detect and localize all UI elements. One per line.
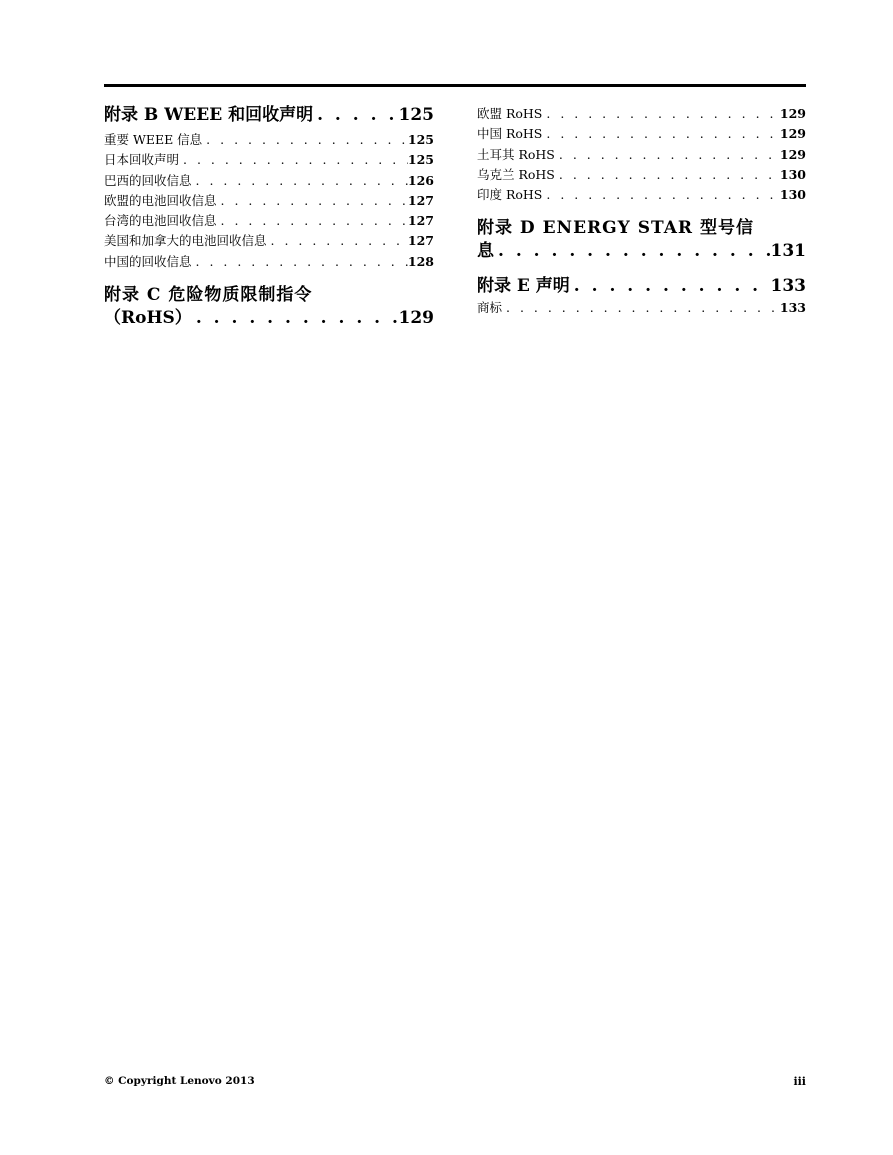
leader-dots [202, 130, 408, 150]
toc-appendix-e[interactable] [477, 275, 806, 298]
toc-entry-label: 土耳其 RoHS [477, 146, 555, 162]
toc-page-number: 129 [779, 106, 806, 121]
toc-entry-label: 欧盟 RoHS [477, 106, 543, 121]
leader-dots [217, 211, 408, 231]
toc-appendix-b[interactable] [104, 104, 434, 127]
toc-entry-label: 附录 C 危险物质限制指令 [104, 285, 313, 306]
toc-entry-label: 印度 RoHS [477, 187, 543, 203]
leader-dots [542, 124, 780, 144]
toc-page-number: 127 [407, 213, 434, 229]
toc-entry-label: 台湾的电池回收信息 [104, 213, 217, 229]
leader-dots [555, 145, 780, 165]
toc-page-number: 129 [779, 126, 806, 142]
toc-item[interactable] [104, 130, 434, 150]
toc-appendix-d[interactable] [477, 217, 806, 263]
leader-dots [555, 165, 780, 185]
toc-appendix-c[interactable] [104, 284, 434, 330]
toc-right-column [477, 104, 806, 319]
toc-item[interactable] [104, 211, 434, 231]
toc-item[interactable] [104, 171, 434, 191]
leader-dots [179, 150, 408, 170]
header-rule [104, 84, 806, 87]
toc-entry-label: 附录 B WEEE 和回收声明 [104, 105, 314, 125]
toc-page-number: 129 [398, 308, 434, 329]
toc-page-number: 127 [407, 192, 434, 208]
toc-item[interactable] [477, 165, 806, 185]
toc-page-number: 130 [779, 166, 806, 182]
toc-page-number: 127 [407, 233, 434, 249]
toc-entry-label: 乌克兰 RoHS [477, 166, 555, 182]
leader-dots [542, 104, 780, 124]
toc-page-number: 130 [779, 187, 806, 203]
toc-item[interactable] [477, 298, 806, 318]
leader-dots [267, 231, 408, 251]
toc-page-number: 133 [770, 276, 806, 297]
leader-dots [192, 252, 408, 272]
toc-left-column [104, 104, 434, 330]
toc-item[interactable] [477, 104, 806, 124]
toc-item[interactable] [104, 150, 434, 170]
toc-item[interactable] [477, 124, 806, 144]
leader-dots [494, 240, 771, 263]
toc-page-number: 125 [407, 152, 434, 168]
toc-page-number: 126 [407, 172, 434, 188]
toc-item[interactable] [104, 252, 434, 272]
toc-item[interactable] [104, 231, 434, 251]
leader-dots [502, 298, 780, 318]
leader-dots [192, 171, 408, 191]
toc-entry-label: 巴西的回收信息 [104, 172, 192, 188]
toc-page-number: 129 [779, 146, 806, 162]
toc-entry-label: 附录 D ENERGY STAR 型号信 [477, 218, 754, 239]
toc-item[interactable] [477, 145, 806, 165]
leader-dots [313, 104, 398, 127]
toc-page-number: 125 [407, 132, 434, 147]
copyright-notice: © Copyright Lenovo 2013 [104, 1075, 255, 1087]
toc-entry-label-continued: （RoHS） [104, 308, 192, 329]
leader-dots [192, 307, 399, 330]
toc-item[interactable] [477, 185, 806, 205]
toc-page-number: 133 [779, 300, 806, 316]
toc-entry-label: 欧盟的电池回收信息 [104, 192, 217, 208]
toc-entry-label: 附录 E 声明 [477, 276, 570, 297]
toc-page-number: 128 [407, 253, 434, 269]
toc-entry-label: 商标 [477, 300, 503, 316]
toc-item[interactable] [104, 191, 434, 211]
page-number: iii [793, 1075, 806, 1088]
toc-entry-label: 中国的回收信息 [104, 253, 192, 269]
leader-dots [542, 185, 780, 205]
toc-entry-label: 中国 RoHS [477, 126, 543, 142]
toc-page-number: 131 [770, 241, 806, 262]
leader-dots [217, 191, 408, 211]
toc-entry-label: 日本回收声明 [104, 152, 180, 168]
toc-entry-label-continued: 息 [477, 241, 494, 262]
toc-entry-label: 重要 WEEE 信息 [104, 132, 203, 147]
toc-page-number: 125 [398, 105, 434, 125]
leader-dots [570, 275, 771, 298]
toc-entry-label: 美国和加拿大的电池回收信息 [104, 233, 267, 249]
